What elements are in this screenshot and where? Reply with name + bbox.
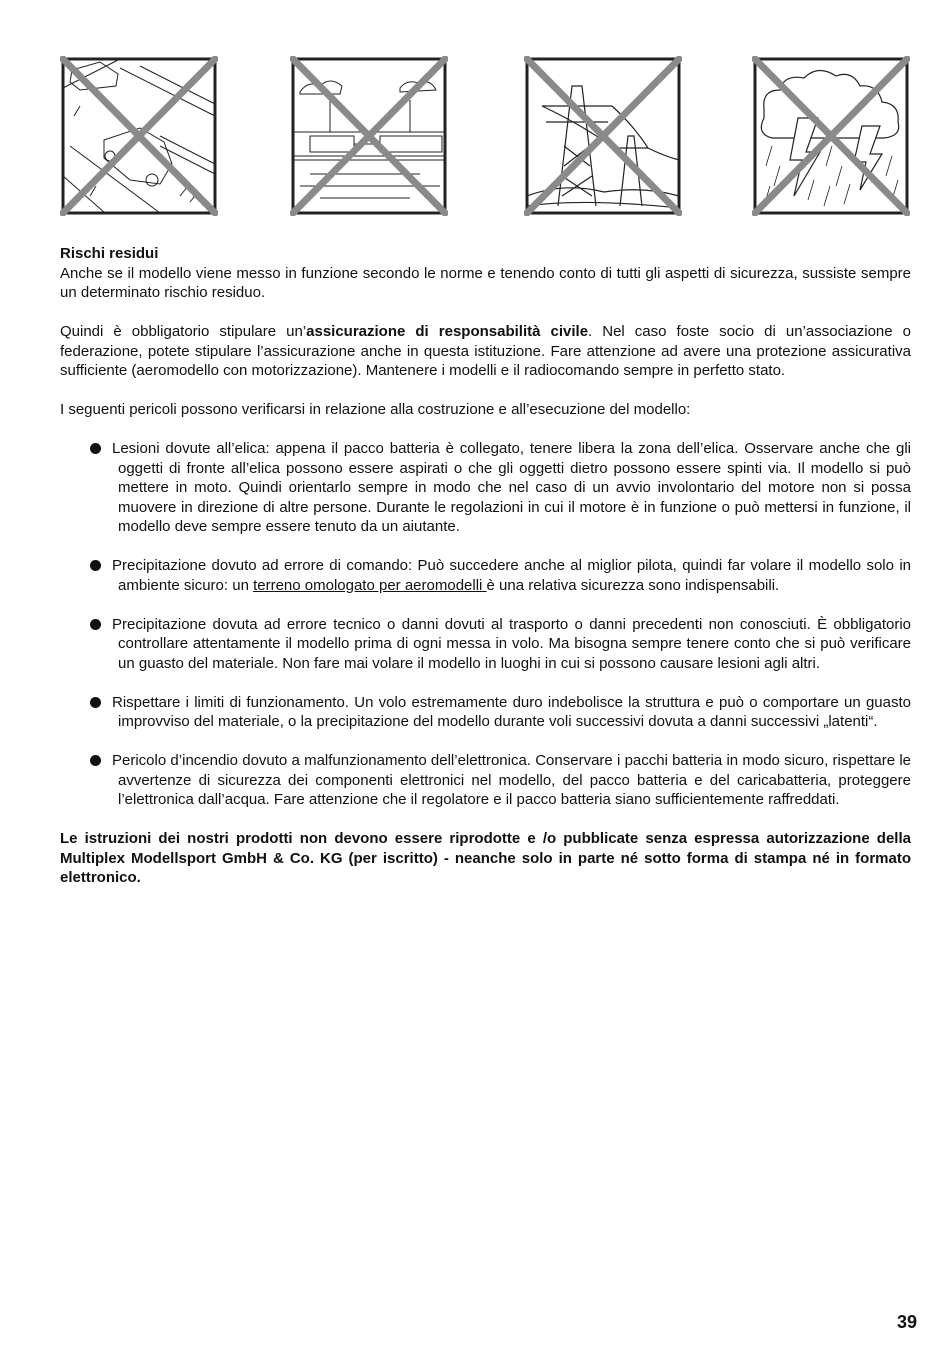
list-item: Lesioni dovute all’elica: appena il pacco batteria è collegato, tenere libera la zona dell’elica. Osservare anche che gli oggetti di fronte all’elica possono essere aspirati o che gli oggetti dietro possono essere spinti via. Il modello si può mettere in moto. Quindi orientarlo sempre in modo che nel caso di un avvio involontario del motore non si possa muovere in direzione di altre persone. Durante le regolazioni in cui il motore è in funzione o può mettersi in funzione, il modello deve sempre essere tenuto da un aiutante. [60, 439, 911, 537]
no-railway-icon [290, 56, 448, 216]
page-number: 39 [896, 1312, 917, 1332]
prohibition-pictograms [60, 56, 912, 220]
list-item: Precipitazione dovuta ad errore tecnico o danni dovuti al trasporto o danni precedenti non conosciuti. È obbligatorio controllare attentamente il modello prima di ogni messa in volo. Ma bisogna sempre tenere conto che si può verificare un guasto del materiale. Non fare mai volare il modello in luoghi in cui si possono causare lesioni agli altri. [60, 615, 911, 674]
underlined-term: terreno omologato per aeromodelli [253, 576, 487, 594]
insurance-emphasis: assicurazione di responsabilità civile [306, 323, 589, 340]
no-road-traffic-icon [60, 56, 218, 216]
no-power-lines-icon [524, 56, 682, 216]
copyright-notice: Le istruzioni dei nostri prodotti non devono essere riprodotte e /o pubblicate senza espressa autorizzazione della Multiplex Modellsport GmbH & Co. KG (per iscritto) - neanche solo in parte né sotto forma di stampa né in formato elettronico. [60, 830, 911, 886]
insurance-paragraph: Quindi è obbligatorio stipulare un’assicurazione di responsabilità civile. Nel caso foste socio di un’associazione o federazione, potete stipulare l’assicurazione anche in questa istituzione. Fare attenzione ad avere una protezione assicurativa sufficiente (aeromodello con motorizzazione). Mantenere i modelli e il radiocomando sempre in perfetto stato. [60, 323, 911, 379]
list-item: Rispettare i limiti di funzionamento. Un volo estremamente duro indebolisce la struttura e può o comportare un guasto improvviso del materiale, o la precipitazione del modello durante voli successivi dovuta a danni successivi „latenti“. [60, 693, 911, 732]
list-item: Precipitazione dovuto ad errore di comando: Può succedere anche al miglior pilota, quindi far volare il modello solo in ambiente sicuro: un terreno omologato per aeromodelli è una relativa sicurezza sono indispensabili. [60, 556, 911, 595]
bullet-icon [90, 697, 101, 708]
bullet-icon [90, 560, 101, 571]
bullet-icon [90, 755, 101, 766]
section-heading: Rischi residui [60, 245, 159, 262]
no-thunderstorm-icon [752, 56, 910, 216]
bullet-icon [90, 443, 101, 454]
dangers-list [60, 439, 911, 810]
residual-risks-section [60, 244, 911, 888]
list-item: Pericolo d’incendio dovuto a malfunzionamento dell’elettronica. Conservare i pacchi batteria in modo sicuro, rispettare le avvertenze di sicurezza dei componenti elettronici nel modello, del pacco batteria e del caricabatteria, proteggere l’elettronica dall’acqua. Fare attenzione che il regolatore e il pacco batteria siano sufficientemente raffreddati. [60, 751, 911, 810]
dangers-intro: I seguenti pericoli possono verificarsi in relazione alla costruzione e all’esecuzione del modello: [60, 401, 691, 418]
bullet-icon [90, 619, 101, 630]
intro-paragraph: Anche se il modello viene messo in funzione secondo le norme e tenendo conto di tutti gli aspetti di sicurezza, sussiste sempre un determinato rischio residuo. [60, 264, 911, 301]
